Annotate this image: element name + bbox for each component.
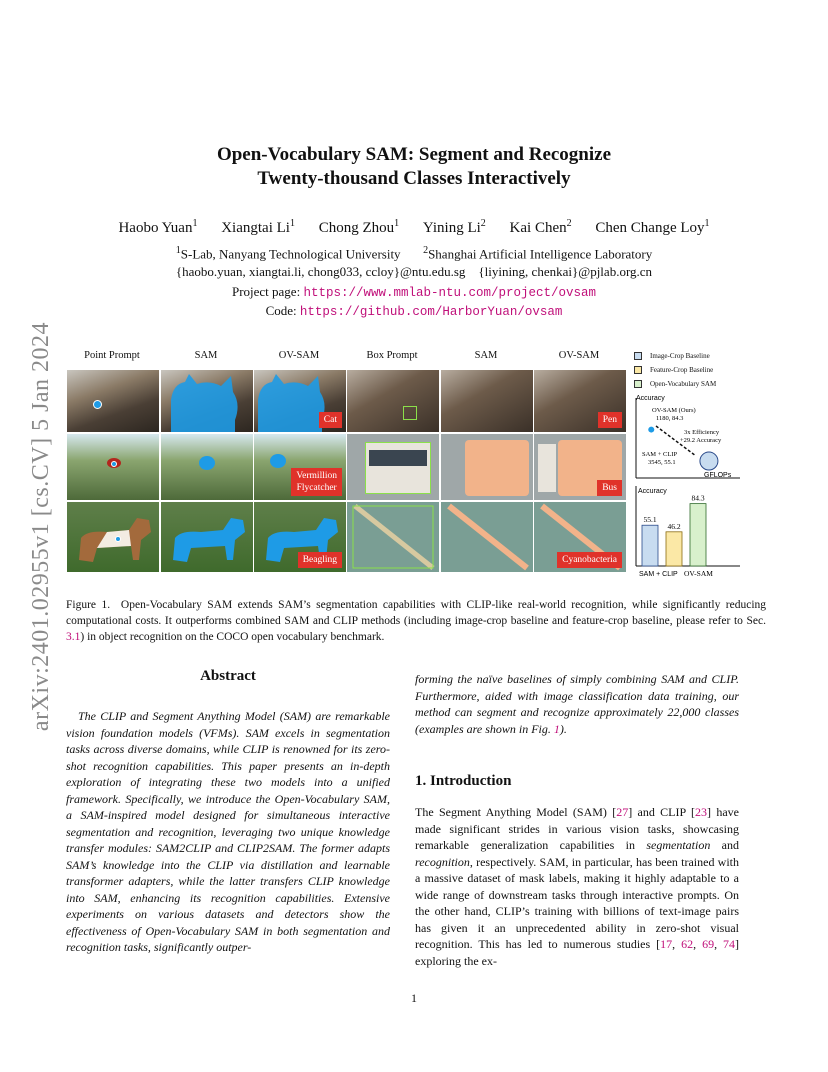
code-line — [0, 303, 828, 319]
image-cat-box-prompt — [347, 370, 439, 432]
figure-ref-link[interactable]: 1 — [553, 721, 560, 736]
image-cyano-box-prompt — [347, 502, 439, 572]
section-ref-link[interactable]: 3.1 — [66, 631, 81, 643]
image-cat-box-ov-sam — [534, 370, 626, 432]
image-bird-ov-sam — [254, 434, 346, 500]
citation-link[interactable]: 27 — [616, 805, 629, 819]
bird-mask — [199, 456, 215, 470]
arxiv-id: arXiv:2401.02955v1 [cs.CV] 5 Jan 2024 — [28, 321, 55, 731]
bus-windows — [369, 450, 427, 466]
annotation: +29.2 Accuracy — [680, 437, 722, 444]
y-axis-label: Accuracy — [636, 395, 665, 402]
legend-item: Open-Vocabulary SAM — [634, 380, 716, 388]
figure-header: Point Prompt — [84, 350, 140, 361]
dog-shape — [67, 502, 159, 572]
bar-category-label: SAM + CLIP — [639, 571, 678, 578]
author-list — [0, 218, 828, 237]
code-link[interactable]: https://github.com/HarborYuan/ovsam — [299, 305, 563, 319]
label-tag: Beagling — [298, 552, 342, 568]
bar-value-label: 55.1 — [643, 515, 657, 525]
y-axis-label: Accuracy — [638, 488, 667, 495]
image-cyano-sam — [441, 502, 533, 572]
image-cat-ov-sam — [254, 370, 346, 432]
cyano-strand — [347, 502, 439, 572]
author: Haobo Yuan$^1$ — [118, 218, 198, 236]
point-value: 1180, 84.3 — [656, 415, 684, 422]
point-label: OV-SAM (Ours) — [652, 407, 696, 414]
scatter-point-ov-sam — [648, 427, 654, 433]
annotation: 3x Efficiency — [684, 429, 720, 436]
efficiency-scatter-chart — [628, 392, 748, 490]
accuracy-bar-chart — [628, 484, 748, 580]
bar-value-label: 84.3 — [691, 493, 705, 503]
cat-mask — [161, 370, 253, 432]
label-tag: Bus — [597, 480, 622, 496]
affiliation-2: Shanghai Artificial Intelligence Laboratory — [428, 246, 653, 262]
affiliation-1: S-Lab, Nanyang Technological University — [180, 246, 401, 262]
image-cat-box-sam — [441, 370, 533, 432]
bar-value-label: 46.2 — [667, 521, 681, 531]
figure-header: Box Prompt — [366, 350, 418, 361]
bus-shape — [538, 444, 556, 492]
cyano-mask — [441, 502, 533, 572]
box-prompt-marker — [403, 406, 417, 420]
citation-link[interactable]: 23 — [695, 805, 708, 819]
legend-item: Image-Crop Baseline — [634, 352, 710, 360]
label-tag: Cat — [319, 412, 342, 428]
scatter-point-sam-clip — [700, 452, 718, 470]
title-line-2: Twenty-thousand Classes Interactively — [257, 168, 571, 189]
image-bus-sam — [441, 434, 533, 500]
image-cat-point-prompt — [67, 370, 159, 432]
citation-link[interactable]: 74 — [723, 937, 736, 951]
project-label: Project page: — [231, 284, 304, 299]
image-bird-sam — [161, 434, 253, 500]
author-emails: {haobo.yuan, xiangtai.li, chong033, ccloy}@ntu.edu.sg {liyining, chenkai}@pjlab.org.cn — [175, 264, 653, 279]
label-tag: Vermillion Flycatcher — [291, 468, 342, 496]
citation-link[interactable]: 17 — [660, 937, 673, 951]
figure-header: SAM — [474, 350, 498, 361]
bar-ov-sam — [690, 504, 706, 566]
abstract-continuation: forming the naïve baselines of simply combining SAM and CLIP. Furthermore, aided with image classification data training, our method can segment and recognize approximately 22,000 classes (examples are shown in Fig. 1). — [415, 672, 739, 736]
point-label: SAM + CLIP — [642, 451, 678, 458]
caption-label: Figure 1. — [66, 599, 111, 611]
dog-mask — [161, 502, 253, 572]
image-dog-sam — [161, 502, 253, 572]
point-prompt-marker — [93, 400, 102, 409]
author: Yining Li$^2$ — [422, 218, 486, 236]
legend-item: Feature-Crop Baseline — [634, 366, 713, 374]
image-bus-ov-sam — [534, 434, 626, 500]
image-cat-sam — [161, 370, 253, 432]
author: Xiangtai Li$^1$ — [221, 218, 295, 236]
citation-link[interactable]: 62 — [681, 937, 694, 951]
author: Chen Change Loy$^1$ — [595, 218, 710, 236]
point-value: 3545, 55.1 — [648, 459, 676, 466]
introduction-text: The Segment Anything Model (SAM) [27] and CLIP [23] have made significant strides in various vision tasks, showcasing remarkable generalization capabilities in segmentation and recognition, respectively. SAM, in particular, has been trained with a massive dataset of mask labels, making it highly adaptable to a wide range of downstream tasks through interactive prompts. On the other hand, CLIP’s training with billions of text-image pairs has given it an unprecedented ability in zero-shot visual recognition. This has led to numerous studies [17, 62, 69, 74] exploring the ex- — [415, 805, 740, 968]
code-label: Code: — [265, 303, 300, 318]
abstract-heading: Abstract — [200, 668, 256, 684]
image-bird-point-prompt — [67, 434, 159, 500]
affiliations: $^1$S-Lab, Nanyang Technological University $^2$Shanghai Artificial Intelligence Laboratory — [175, 245, 653, 262]
image-dog-point-prompt — [67, 502, 159, 572]
bus-mask — [465, 440, 529, 496]
title-line-1: Open-Vocabulary SAM: Segment and Recognize — [216, 144, 612, 165]
point-prompt-marker — [111, 461, 117, 467]
legend-swatch — [634, 352, 642, 360]
abstract-text: The CLIP and Segment Anything Model (SAM) are remarkable vision foundation models (VFMs). SAM excels in segmentation tasks across diverse domains, while CLIP is renowned for its zero-shot recognition capabilities. This paper presents an in-depth exploration of integrating these two models into a unified framework. Specifically, we introduce the Open-Vocabulary SAM, a SAM-inspired model designed for simultaneous interactive segmentation and recognition, leveraging two unique knowledge transfer modules: SAM2CLIP and CLIP2SAM. The former adapts SAM’s knowledge into the CLIP via distillation and learnable transformer adapters, while the latter transfers CLIP knowledge into SAM, enhancing its recognition capabilities. Extensive experiments on various datasets and detectors show the effectiveness of Open-Vocabulary SAM in both segmentation and recognition tasks, significantly outper- — [66, 709, 390, 954]
bar-image-crop — [642, 525, 658, 566]
bar-feature-crop — [666, 532, 682, 566]
arxiv-stamp — [22, 296, 62, 756]
citation-link[interactable]: 69 — [702, 937, 715, 951]
image-bus-box-prompt — [347, 434, 439, 500]
label-tag: Cyanobacteria — [557, 552, 622, 568]
bird-mask — [270, 454, 286, 468]
page-number: 1 — [411, 991, 417, 1005]
figure-header: OV-SAM — [558, 350, 600, 361]
project-page-line — [0, 284, 828, 300]
introduction-heading: 1. Introduction — [415, 773, 512, 789]
label-tag: Pen — [598, 412, 622, 428]
legend-swatch — [634, 380, 642, 388]
legend-swatch — [634, 366, 642, 374]
x-axis-label: GFLOPs — [704, 472, 732, 479]
author: Kai Chen$^2$ — [509, 218, 572, 236]
figure-header: OV-SAM — [278, 350, 320, 361]
image-cyano-ov-sam — [534, 502, 626, 572]
point-prompt-marker — [115, 536, 121, 542]
author: Chong Zhou$^1$ — [318, 218, 400, 236]
project-link[interactable]: https://www.mmlab-ntu.com/project/ovsam — [303, 286, 597, 300]
image-dog-ov-sam — [254, 502, 346, 572]
figure-caption: Figure 1. Open-Vocabulary SAM extends SAM’s segmentation capabilities with CLIP-like real-world recognition, while significantly reducing computational costs. It outperforms combined SAM and CLIP methods (including image-crop baseline and feature-crop baseline, please refer to Sec. 3.1) in object recognition on the COCO open vocabulary benchmark. — [66, 599, 767, 643]
paper-title — [0, 143, 828, 191]
bar-category-label: OV-SAM — [684, 569, 713, 578]
figure-header: SAM — [194, 350, 218, 361]
